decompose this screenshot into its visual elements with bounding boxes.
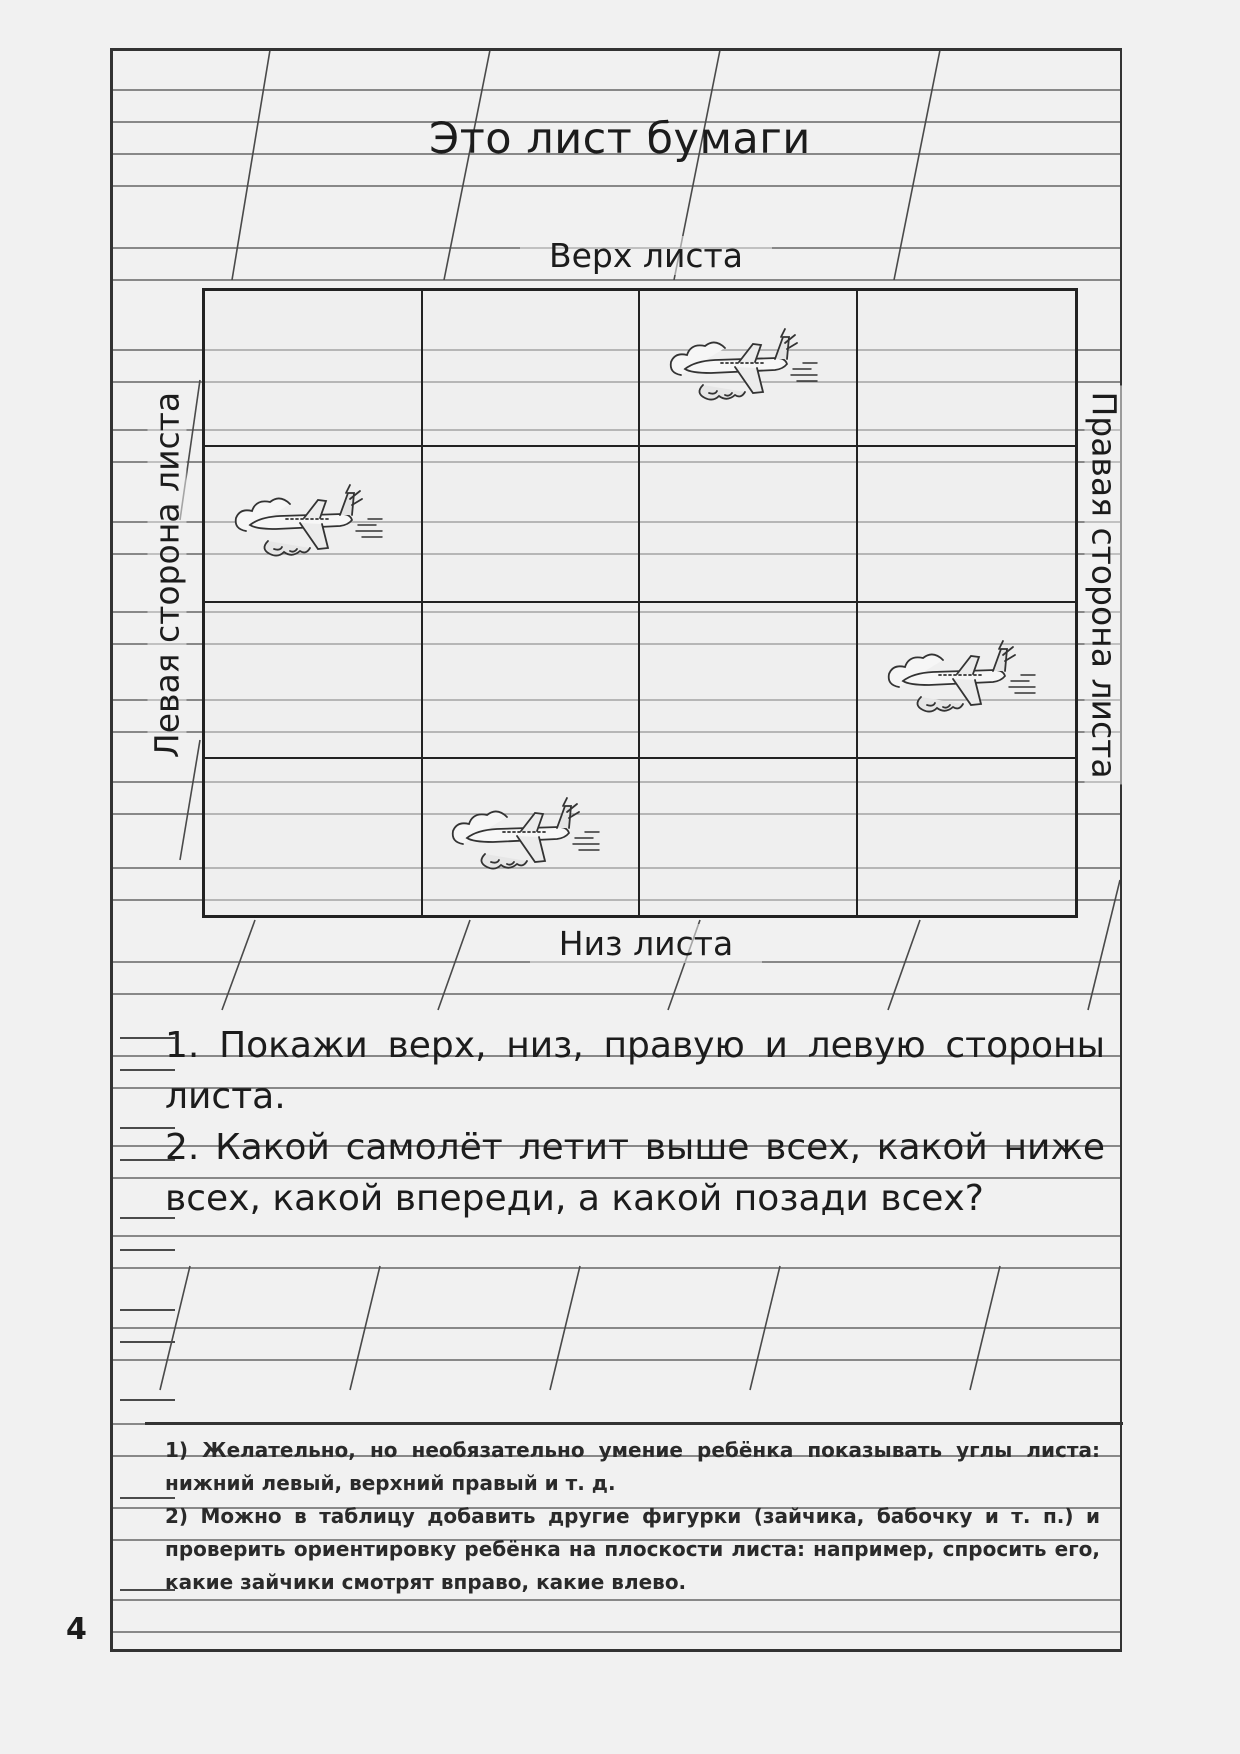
airplane-cloud-icon <box>445 792 615 882</box>
page-title: Это лист бумаги <box>429 114 811 164</box>
sheet-right-label: Правая сторона листа <box>1085 385 1124 784</box>
grid-cell-r1-c2 <box>423 291 641 447</box>
footnote-item: 2) Можно в таблицу добавить другие фигурки (зайчика, бабочку и т. п.) и проверить ориентировку ребёнка на плоскости листа: например, спросить его, какие зайчики смотрят вправо, какие влево. <box>165 1504 1100 1594</box>
grid-cell-r2-c1 <box>205 447 423 603</box>
footnote-item: 1) Желательно, но необязательно умение ребёнка показывать углы листа: нижний левый, верхний правый и т. д. <box>165 1438 1100 1495</box>
grid-cell-r1-c4 <box>858 291 1076 447</box>
sheet-left-label: Левая сторона листа <box>148 386 187 764</box>
grid-cell-r3-c3 <box>640 603 858 759</box>
airplane-cloud-icon <box>663 323 833 413</box>
grid-cell-r1-c1 <box>205 291 423 447</box>
page-number: 4 <box>66 1612 87 1647</box>
task-list <box>165 1020 1105 1224</box>
grid-cell-r4-c2 <box>423 759 641 915</box>
sheet-grid <box>202 288 1078 918</box>
grid-cell-r4-c1 <box>205 759 423 915</box>
grid-cell-r3-c4 <box>858 603 1076 759</box>
airplane-cloud-icon <box>228 479 398 569</box>
sheet-bottom-label: Низ листа <box>530 924 762 963</box>
task-item: 2. Какой самолёт летит выше всех, какой ниже всех, какой впереди, а какой позади всех? <box>165 1127 1105 1219</box>
airplane-cloud-icon <box>881 635 1051 725</box>
grid-cell-r1-c3 <box>640 291 858 447</box>
footnote-divider <box>145 1422 1123 1425</box>
sheet-top-label: Верх листа <box>520 236 772 275</box>
grid-cell-r3-c2 <box>423 603 641 759</box>
grid-cell-r3-c1 <box>205 603 423 759</box>
footnote-list <box>165 1434 1100 1599</box>
grid-cell-r2-c4 <box>858 447 1076 603</box>
task-item: 1. Покажи верх, низ, правую и левую стороны листа. <box>165 1025 1105 1117</box>
grid-cell-r2-c2 <box>423 447 641 603</box>
grid-cell-r2-c3 <box>640 447 858 603</box>
grid-cell-r4-c3 <box>640 759 858 915</box>
grid-cell-r4-c4 <box>858 759 1076 915</box>
